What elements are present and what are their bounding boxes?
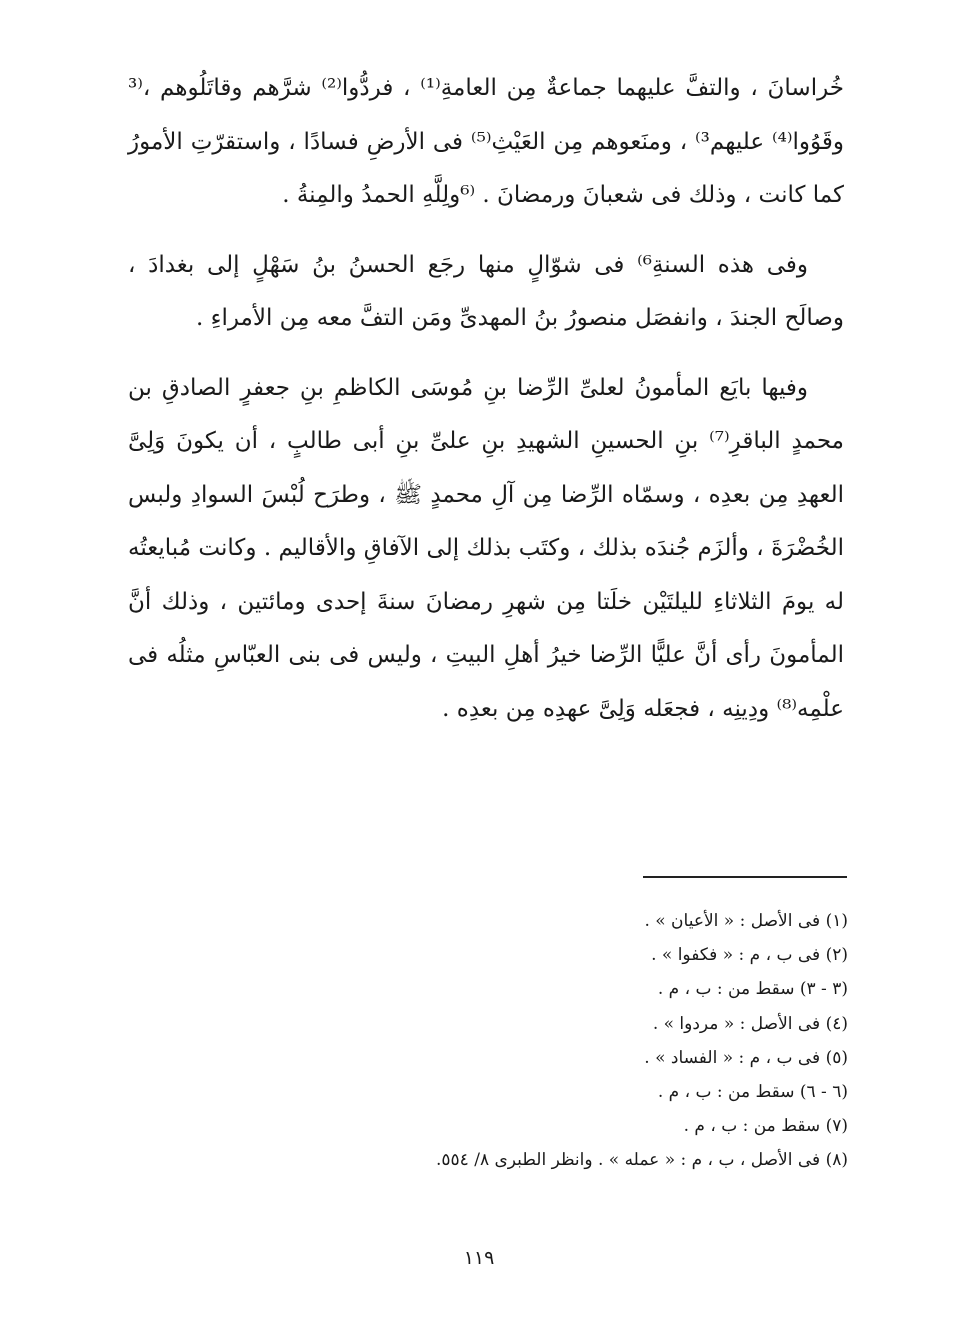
footnote-divider	[643, 876, 847, 878]
paragraph: وفيها بايَع المأمونُ لعلىِّ الرِّضا بنِ مُوسَى الكاظمِ بنِ جعفرٍ الصادقِ بن محمدٍ الباقرِ⁽⁷⁾ بنِ الحسينِ الشهيدِ بنِ علىِّ بنِ أبى طالبٍ ، أن يكونَ وَلِىَّ العهدِ مِن بعدِه ، وسمّاه الرِّضا مِن آلِ محمدٍ ﷺ ، وطرَح لُبْسَ السوادِ ولبس الخُضْرَةَ ، وألزَم جُندَه بذلك ، وكتَب بذلك إلى الآفاقِ والأقاليم . وكانت مُبايعتُه له يومَ الثلاثاءِ لليلتَيْن خلَتا مِن شهرِ رمضانَ سنةَ إحدى ومائتين ، وذلك أنَّ المأمونَ رأى أنَّ عليًّا الرِّضا خيرُ أهلِ البيتِ ، وليس فى بنى العبّاسِ مثلُه فى علْمِه⁽⁸⁾ ودِينِه ، فجعَله وَلِىَّ عهدِه مِن بعدِه .	[128, 374, 844, 722]
paragraph: خُراسانَ ، والتفَّ عليهما جماعةٌ مِن العامةِ⁽¹⁾ ، فردُّوا⁽²⁾ شرَّهم وقاتَلُوهم ،⁽³ وقَوُوا⁽⁴⁾ عليهم³⁾ ، ومنَعوهم مِن العَيْثِ⁽⁵⁾ فى الأرضِ فسادًا ، واستقرّتِ الأمورُ كما كانت ، وذلك فى شعبانَ ورمضانَ . ⁽⁶ولِلَّهِ الحمدُ والمِنةُ .	[128, 75, 844, 208]
footnote: (٨) فى الأصل ، ب ، م : « عمله » . وانظر الطبرى ٨/ ٥٥٤.	[436, 1150, 848, 1171]
footnote: (٣ - ٣) سقط من : ب ، م .	[657, 979, 848, 1000]
footnotes	[300, 904, 848, 1178]
page-number: ١١٩	[463, 1247, 495, 1269]
footnote: (٥) فى ب ، م : « الفساد » .	[644, 1047, 848, 1068]
main-text	[128, 62, 844, 752]
paragraph: وفى هذه السنةِ⁶⁾ فى شوّالٍ منها رجَع الحسنُ بنُ سَهْلٍ إلى بغدادَ ، وصالَح الجندَ ، وانفصَل منصورُ بنُ المهدىِّ ومَن التفَّ معه مِن الأمراءِ .	[128, 251, 844, 331]
footnote: (٢) فى ب ، م : « فكفوا » .	[651, 945, 848, 966]
footnote: (١) فى الأصل : « الأعيان » .	[644, 911, 848, 931]
footnote: (٦ - ٦) سقط من : ب ، م .	[657, 1082, 848, 1103]
footnote: (٧) سقط من : ب ، م .	[683, 1116, 848, 1137]
footnote: (٤) فى الأصل : « مردوا » .	[652, 1013, 848, 1034]
